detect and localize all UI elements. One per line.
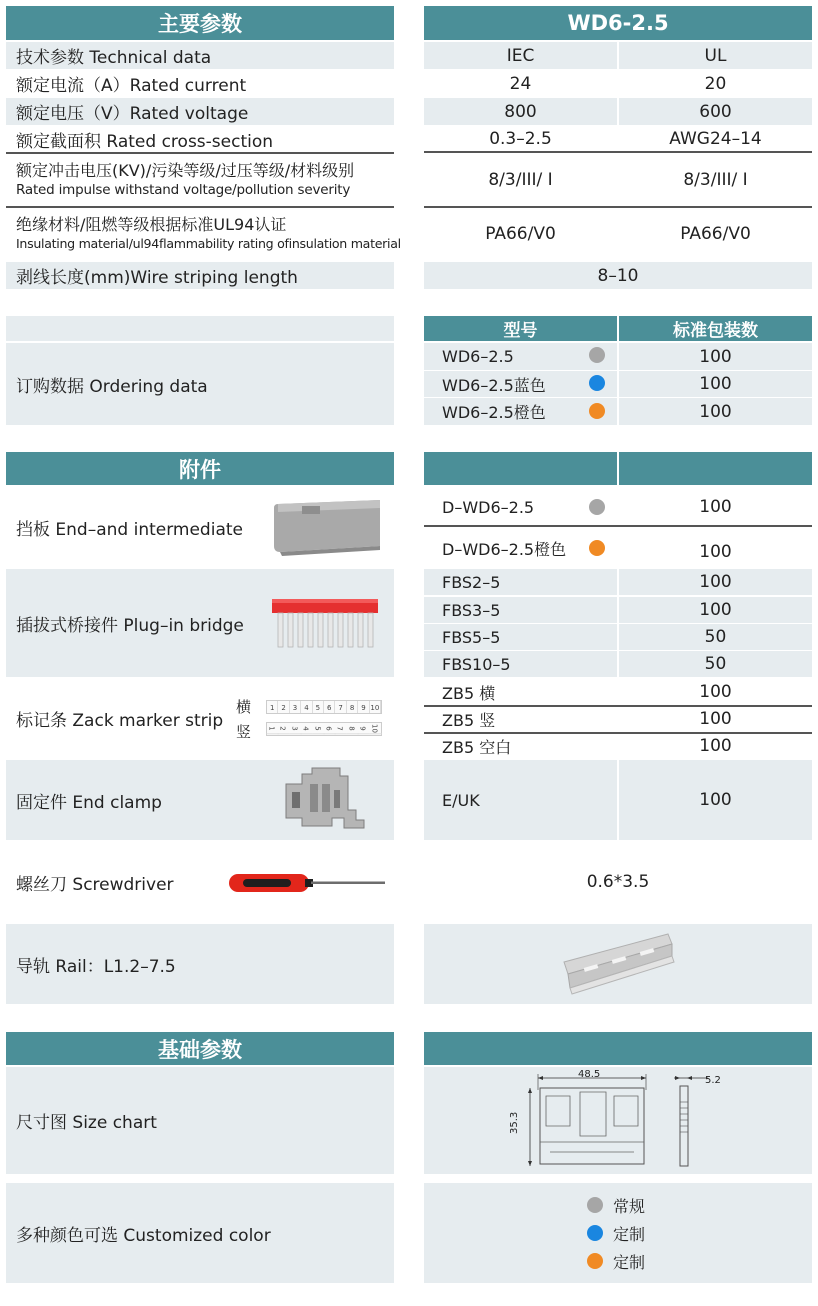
spec-cross-section-ul: AWG24–14 — [669, 129, 762, 149]
end-plate-model: D–WD6–2.5橙色 — [442, 539, 567, 559]
size-chart-drawing — [510, 1066, 730, 1172]
spec-label-strip-length: 剥线长度(mm)Wire striping length — [6, 262, 394, 289]
marker-cell: 2 — [278, 701, 289, 713]
color-dot-orange — [589, 403, 605, 419]
marker-vertical-label: 竖 — [236, 723, 252, 741]
marker-cell: 2 — [278, 723, 290, 734]
color-dot-blue — [589, 375, 605, 391]
size-chart-label: 尺寸图 Size chart — [6, 1067, 394, 1174]
row-divider — [424, 525, 812, 527]
spec-current-ul: 20 — [704, 73, 727, 94]
model-header: WD6-2.5 — [424, 6, 812, 40]
color-dot-grey — [589, 347, 605, 363]
marker-cell: 7 — [335, 723, 347, 734]
spec-label-insulation — [6, 208, 401, 260]
ordering-qty: 100 — [619, 343, 812, 370]
screwdriver-image — [227, 870, 387, 896]
spec-insulation-cn: 绝缘材料/阻燃等级根据标准UL94认证 — [16, 215, 287, 234]
marker-model: ZB5 竖 — [442, 710, 496, 730]
ordering-label: 订购数据 Ordering data — [6, 343, 394, 425]
spec-insulation-iec: PA66/V0 — [485, 224, 556, 244]
clamp-label: 固定件 End clamp — [6, 760, 394, 840]
marker-cell: 5 — [313, 701, 324, 713]
marker-label: 标记条 Zack marker strip — [16, 710, 224, 731]
clamp-model: E/UK — [442, 790, 480, 810]
bridge-qty: 100 — [699, 572, 732, 592]
color-option-name: 定制 — [613, 1224, 646, 1244]
bridge-model: FBS2–5 — [442, 572, 501, 592]
spec-label-voltage: 额定电压（V）Rated voltage — [6, 98, 394, 125]
bridge-qty: 50 — [704, 654, 727, 674]
rail-image — [560, 932, 676, 998]
spec-insulation-en: Insulating material/ul94flammability rating ofinsulation material — [16, 236, 401, 251]
bridge-label: 插拔式桥接件 Plug–in bridge — [6, 569, 394, 677]
bridge-model: FBS3–5 — [442, 600, 501, 620]
bridge-image — [270, 597, 382, 653]
color-dot-blue — [587, 1225, 603, 1241]
ordering-col-model: 型号 — [424, 316, 617, 341]
rail-label: 导轨 Rail：L1.2–7.5 — [6, 924, 394, 1004]
marker-cell: 6 — [324, 701, 335, 713]
spec-impulse-ul: 8/3/III/ I — [683, 170, 748, 190]
spec-insulation-ul: PA66/V0 — [680, 224, 751, 244]
bridge-qty: 50 — [704, 627, 727, 647]
marker-cell: 4 — [301, 701, 312, 713]
size-height-value: 35.3 — [509, 1111, 520, 1134]
accessories-header-right-b — [619, 452, 812, 485]
spec-label-impulse — [6, 154, 394, 206]
color-dot-orange — [589, 540, 605, 556]
marker-strip-vertical — [266, 722, 382, 736]
end-plate-label: 挡板 End–and intermediate — [16, 519, 243, 540]
row-divider — [424, 151, 812, 153]
marker-cell: 1 — [267, 723, 279, 734]
color-dot-grey — [589, 499, 605, 515]
spec-voltage-iec: 800 — [424, 98, 617, 125]
spec-voltage-ul: 600 — [619, 98, 812, 125]
spec-ul-header: UL — [619, 42, 812, 69]
marker-cell: 9 — [358, 723, 370, 734]
color-dot-grey — [587, 1197, 603, 1213]
accessories-header-right-a — [424, 452, 617, 485]
marker-cell: 8 — [347, 701, 358, 713]
color-label: 多种颜色可选 Customized color — [6, 1183, 394, 1283]
spec-impulse-iec: 8/3/III/ I — [488, 170, 553, 190]
ordering-model: WD6–2.5 — [442, 347, 514, 366]
ordering-qty: 100 — [619, 398, 812, 425]
clamp-qty: 100 — [619, 760, 812, 840]
marker-cell: 3 — [290, 723, 302, 734]
ordering-header-left — [6, 316, 394, 341]
column-divider — [617, 569, 619, 677]
marker-cell: 8 — [347, 723, 359, 734]
spec-impulse-cn: 额定冲击电压(KV)/污染等级/过压等级/材料级别 — [16, 161, 355, 180]
color-dot-orange — [587, 1253, 603, 1269]
size-width-value: 48.5 — [578, 1069, 601, 1080]
marker-cell: 4 — [301, 723, 313, 734]
basic-params-header-right — [424, 1032, 812, 1065]
spec-current-iec: 24 — [509, 73, 532, 94]
screwdriver-value: 0.6*3.5 — [586, 872, 650, 892]
marker-qty: 100 — [699, 682, 732, 702]
bridge-model: FBS5–5 — [442, 627, 501, 647]
marker-cell: 5 — [312, 723, 324, 734]
ordering-qty: 100 — [619, 371, 812, 397]
end-plate-qty: 100 — [699, 542, 732, 562]
marker-model: ZB5 横 — [442, 683, 496, 703]
ordering-model: WD6–2.5橙色 — [442, 403, 546, 422]
spec-impulse-en: Rated impulse withstand voltage/pollution severity — [16, 182, 351, 198]
spec-label-technical: 技术参数 Technical data — [6, 42, 394, 69]
marker-model: ZB5 空白 — [442, 737, 512, 757]
end-plate-qty: 100 — [699, 497, 732, 517]
spec-strip-length-value: 8–10 — [424, 262, 812, 289]
marker-cell: 10 — [370, 701, 381, 713]
screwdriver-label: 螺丝刀 Screwdriver — [16, 874, 174, 895]
clamp-image — [282, 766, 368, 834]
spec-label-cross-section: 额定截面积 Rated cross-section — [16, 131, 274, 152]
spec-cross-section-iec: 0.3–2.5 — [489, 129, 552, 149]
size-thickness-value: 5.2 — [705, 1075, 721, 1086]
bridge-qty: 100 — [699, 600, 732, 620]
end-plate-image — [272, 498, 386, 556]
marker-cell: 7 — [335, 701, 346, 713]
marker-qty: 100 — [699, 709, 732, 729]
marker-cell: 6 — [324, 723, 336, 734]
ordering-model: WD6–2.5蓝色 — [442, 375, 546, 395]
accessories-header: 附件 — [6, 452, 394, 485]
spec-iec-header: IEC — [424, 42, 617, 69]
end-plate-model: D–WD6–2.5 — [442, 497, 535, 517]
ordering-col-pack: 标准包装数 — [619, 316, 812, 341]
marker-cell: 10 — [369, 723, 381, 734]
marker-strip-horizontal — [266, 700, 382, 714]
color-option-name: 常规 — [613, 1196, 646, 1216]
marker-cell: 1 — [267, 701, 278, 713]
basic-params-header: 基础参数 — [6, 1032, 394, 1065]
marker-qty: 100 — [699, 736, 732, 756]
spec-label-current: 额定电流（A）Rated current — [16, 76, 247, 96]
marker-horizontal-label: 横 — [236, 698, 252, 716]
marker-cell: 3 — [290, 701, 301, 713]
bridge-model: FBS10–5 — [442, 654, 511, 674]
main-params-header: 主要参数 — [6, 6, 394, 40]
marker-cell: 9 — [358, 701, 369, 713]
color-option-name: 定制 — [613, 1252, 646, 1272]
